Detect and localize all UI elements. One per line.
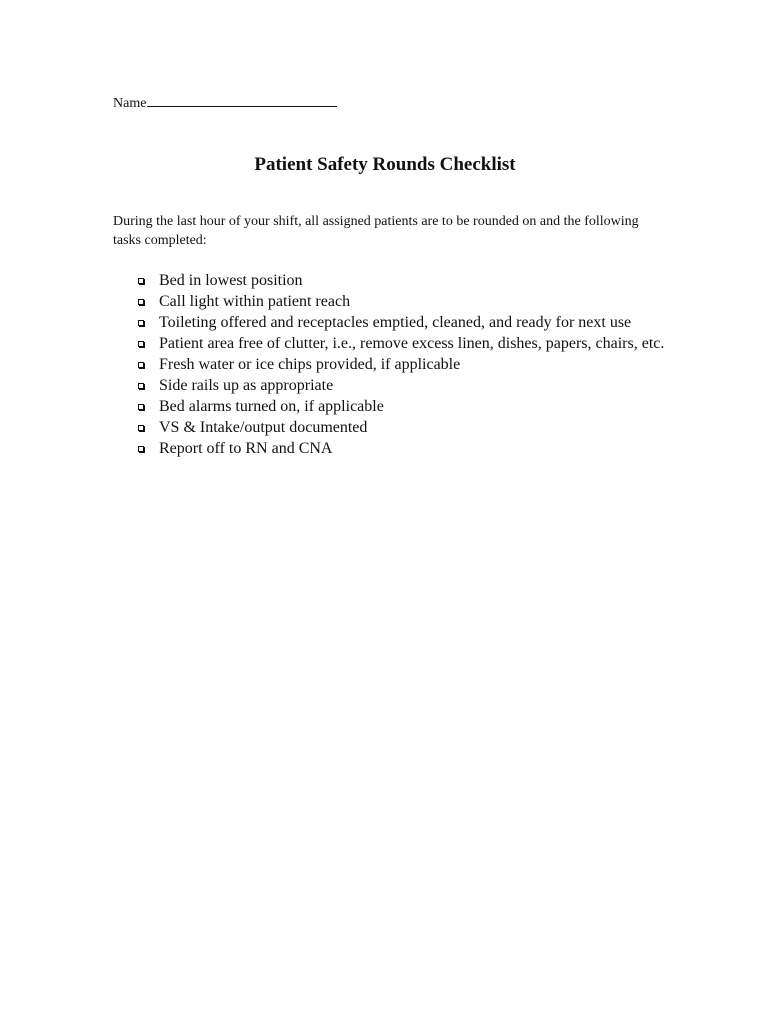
name-blank-line [147, 93, 337, 107]
checkbox-icon [138, 278, 144, 284]
checklist-item [134, 417, 674, 438]
checkbox-icon [138, 362, 144, 368]
checkbox-icon [138, 425, 144, 431]
intro-paragraph: During the last hour of your shift, all assigned patients are to be rounded on and the following tasks completed: [113, 214, 639, 248]
checklist-item [134, 291, 674, 312]
name-label: Name [113, 96, 147, 111]
checklist-item-label: Fresh water or ice chips provided, if applicable [159, 356, 461, 373]
checklist-item [134, 312, 674, 333]
checklist-item-label: Toileting offered and receptacles emptied, cleaned, and ready for next use [159, 314, 632, 331]
checkbox-icon [138, 341, 144, 347]
checklist-item-label: Side rails up as appropriate [159, 377, 334, 394]
safety-checklist [134, 270, 674, 459]
checklist-item [134, 333, 674, 354]
checklist-item [134, 396, 674, 417]
checklist-item-label: Patient area free of clutter, i.e., remove excess linen, dishes, papers, chairs, etc. [159, 335, 665, 352]
checklist-item-label: Report off to RN and CNA [159, 440, 333, 457]
checkbox-icon [138, 320, 144, 326]
checkbox-icon [138, 383, 144, 389]
checklist-item-label: Bed in lowest position [159, 272, 303, 289]
checkbox-icon [138, 299, 144, 305]
page-title: Patient Safety Rounds Checklist [254, 154, 516, 175]
checklist-item-label: VS & Intake/output documented [159, 419, 368, 436]
checklist-item [134, 438, 674, 459]
checkbox-icon [138, 404, 144, 410]
checklist-item-label: Bed alarms turned on, if applicable [159, 398, 384, 415]
checklist-item-label: Call light within patient reach [159, 293, 351, 310]
checklist-item [134, 375, 674, 396]
checklist-item [134, 270, 674, 291]
name-field [113, 93, 337, 113]
checklist-item [134, 354, 674, 375]
checkbox-icon [138, 446, 144, 452]
